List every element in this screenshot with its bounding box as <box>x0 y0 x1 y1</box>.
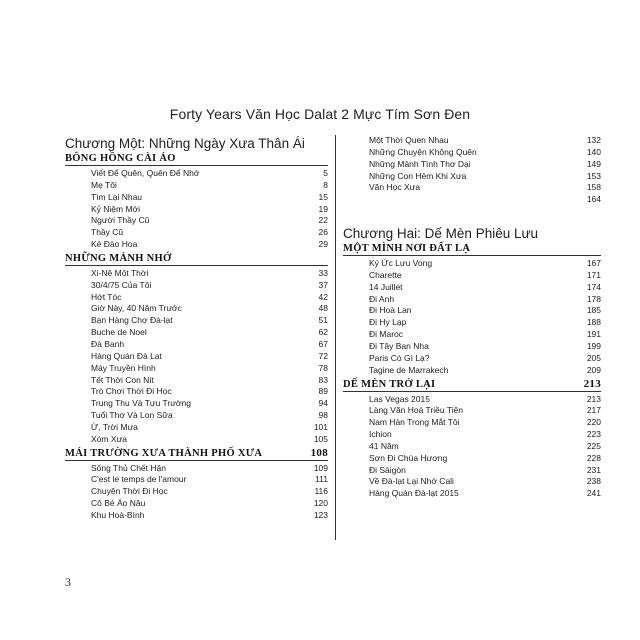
entry-title: Kẻ Đào Hoa <box>91 239 138 250</box>
entry-title: Những Mảnh Tình Thơ Dại <box>369 158 471 169</box>
entry-title: Sống Thủ Chết Hận <box>91 462 166 473</box>
toc-entry <box>65 204 328 216</box>
entry-title: Buche de Noel <box>91 327 147 338</box>
entry-page: 72 <box>318 350 328 361</box>
toc-entry <box>343 294 601 306</box>
entry-page: 94 <box>318 398 328 409</box>
entry-page: 67 <box>318 338 328 349</box>
entry-page: 33 <box>318 267 328 278</box>
section-page: 213 <box>583 377 601 390</box>
section-heading <box>65 447 328 461</box>
entry-title: Viết Để Quên, Quên Để Nhớ <box>91 168 200 178</box>
entry-page: 29 <box>318 239 328 250</box>
entry-title: Chuyện Thời Đi Học <box>91 486 168 497</box>
toc-entry <box>343 147 601 159</box>
entry-page: 22 <box>318 215 328 226</box>
entry-title: Tết Thời Con Nít <box>91 374 155 385</box>
toc-entry <box>343 171 601 183</box>
right-sections <box>343 242 601 500</box>
entry-page: 191 <box>586 329 601 340</box>
toc-entry <box>65 351 328 363</box>
toc-entry <box>343 394 601 406</box>
toc-entry <box>65 227 328 239</box>
entry-page: 78 <box>318 362 328 373</box>
entry-page: 217 <box>586 405 601 416</box>
toc-entry <box>343 453 601 465</box>
entry-page: 238 <box>586 476 601 487</box>
entry-page: 83 <box>318 374 328 385</box>
toc-entry <box>65 463 328 475</box>
entry-page: 89 <box>318 386 328 397</box>
toc-entry <box>343 429 601 441</box>
entry-page: 123 <box>313 509 328 520</box>
entry-title: 30/4/75 Của Tôi <box>91 279 152 290</box>
entry-page: 167 <box>586 258 601 269</box>
toc-left-column <box>65 135 328 523</box>
toc-entry <box>65 386 328 398</box>
entry-page: 98 <box>318 410 328 421</box>
entry-title: Mẹ Tôi <box>91 179 117 190</box>
entry-title: Giờ Này, 40 Năm Trước <box>91 303 182 314</box>
entry-title: Ừ, Trời Mưa <box>91 421 138 432</box>
entry-title: Hàng Quán Đà-lạt 2015 <box>369 488 459 499</box>
left-sections <box>65 152 328 522</box>
section-title: DẾ MÈN TRỞ LẠI <box>343 378 436 390</box>
column-divider <box>335 135 336 540</box>
book-title: Forty Years Văn Học Dalat 2 Mực Tím Sơn Đen <box>169 106 471 122</box>
toc-entry <box>65 474 328 486</box>
continued-entries <box>343 135 601 206</box>
entry-page: 42 <box>318 291 328 302</box>
entry-title: Hớt Tóc <box>91 291 122 302</box>
toc-entry <box>343 329 601 341</box>
toc-entry <box>343 488 601 500</box>
toc-entry <box>65 268 328 280</box>
entry-page: 241 <box>586 488 601 499</box>
toc-entry <box>65 486 328 498</box>
entry-page: 171 <box>586 269 601 280</box>
toc-entry <box>65 398 328 410</box>
entry-page: 120 <box>313 498 328 509</box>
section-title: MỘT MÌNH NƠI ĐẤT LẠ <box>343 243 471 255</box>
entry-title: C'est le temps de l'amour <box>91 474 187 485</box>
toc-entry <box>343 270 601 282</box>
entry-title: Ichion <box>369 429 392 440</box>
toc-entry <box>65 327 328 339</box>
section-heading <box>343 378 601 392</box>
toc-entry <box>343 465 601 477</box>
entry-title: Xi-Nê Một Thời <box>91 267 149 278</box>
section-entries <box>65 268 328 446</box>
section-entries <box>343 258 601 376</box>
entry-title: Văn Học Xưa <box>369 182 421 193</box>
section-page: 108 <box>310 446 328 459</box>
entry-page: 48 <box>318 303 328 314</box>
entry-title: Tagine de Marrakech <box>369 364 449 375</box>
toc-entry <box>343 317 601 329</box>
toc-entry <box>343 441 601 453</box>
entry-title: Trung Thu Và Tựu Trường <box>91 398 191 409</box>
toc-entry <box>343 417 601 429</box>
entry-page: 149 <box>586 158 601 169</box>
toc-entry <box>65 363 328 375</box>
entry-title: Đi Hoà Lan <box>369 305 412 316</box>
chapter-one-heading: Chương Một: Những Ngày Xưa Thân Ái <box>65 136 305 151</box>
toc-entry <box>65 192 328 204</box>
entry-page: 228 <box>586 452 601 463</box>
entry-title: Máy Truyền Hình <box>91 362 156 373</box>
entry-page: 132 <box>586 135 601 145</box>
entry-title: Bạn Hàng Chợ Đà-lạt <box>91 315 173 326</box>
entry-page: 153 <box>586 170 601 181</box>
entry-title: 14 Juillet <box>369 281 403 292</box>
entry-title: Nam Hàn Trong Mắt Tôi <box>369 417 460 428</box>
toc-entry <box>343 159 601 171</box>
section-heading <box>65 152 328 166</box>
section-title: BÔNG HỒNG CÀI ÁO <box>65 153 176 164</box>
section-heading <box>343 242 601 256</box>
entry-title: 41 Năm <box>369 440 399 451</box>
entry-page: 205 <box>586 352 601 363</box>
toc-entry <box>65 339 328 351</box>
entry-page: 19 <box>318 203 328 214</box>
toc-right-column <box>343 135 601 501</box>
entry-page: 225 <box>586 440 601 451</box>
entry-title: Những Con Hẻm Khi Xưa <box>369 170 467 181</box>
section-entries <box>65 168 328 251</box>
section-entries <box>65 463 328 522</box>
entry-title: Xóm Xưa <box>91 433 127 444</box>
entry-title: Người Thầy Cũ <box>91 215 150 226</box>
toc-entry <box>65 303 328 315</box>
toc-entry <box>343 258 601 270</box>
toc-entry <box>343 476 601 488</box>
entry-title: Tìm Lại Nhau <box>91 191 143 202</box>
entry-title: Về Đà-lạt Lại Nhớ Cali <box>369 476 454 487</box>
entry-title: Thầy Cũ <box>91 227 124 238</box>
entry-page: 213 <box>586 393 601 404</box>
entry-title: Những Chuyện Không Quên <box>369 146 477 157</box>
entry-title: Đi Tây Ban Nha <box>369 340 429 351</box>
entry-title: Cô Bé Áo Nâu <box>91 498 146 509</box>
toc-entry <box>65 239 328 251</box>
toc-entry <box>65 292 328 304</box>
toc-entry <box>65 215 328 227</box>
toc-entry <box>343 182 601 194</box>
entry-title: Trò Chơi Thời Đi Học <box>91 386 172 397</box>
entry-page: 140 <box>586 146 601 157</box>
entry-title: Làng Văn Hoá Triều Tiên <box>369 405 464 416</box>
toc-entry <box>65 434 328 446</box>
toc-entry <box>343 405 601 417</box>
entry-page: 51 <box>318 315 328 326</box>
entry-title: Tuổi Thơ Và Lon Sữa <box>91 410 173 421</box>
toc-entry <box>65 315 328 327</box>
toc-entry <box>343 135 601 147</box>
entry-title: Ký Ức Lưu Vong <box>369 258 433 269</box>
section-title: MÁI TRƯỜNG XƯA THÀNH PHỐ XƯA <box>65 447 263 459</box>
entry-title: Đi Anh <box>369 293 395 304</box>
section-heading <box>65 252 328 266</box>
toc-entry <box>343 305 601 317</box>
entry-page: 15 <box>318 191 328 202</box>
chapter-two-heading: Chương Hai: Dế Mèn Phiêu Lưu <box>343 226 539 242</box>
entry-page: 5 <box>323 168 328 178</box>
entry-title: Paris Có Gì Lạ? <box>369 352 430 363</box>
toc-entry <box>65 375 328 387</box>
entry-page: 178 <box>586 293 601 304</box>
entry-page: 164 <box>586 194 601 205</box>
entry-page: 158 <box>586 182 601 193</box>
entry-title: Đá Banh <box>91 338 125 349</box>
toc-entry <box>65 180 328 192</box>
entry-page: 231 <box>586 464 601 475</box>
toc-entry <box>65 410 328 422</box>
entry-page: 37 <box>318 279 328 290</box>
entry-title: Charette <box>369 269 402 280</box>
entry-title: Las Vegas 2015 <box>369 393 430 404</box>
toc-entry <box>343 365 601 377</box>
entry-page: 26 <box>318 227 328 238</box>
entry-page: 101 <box>313 421 328 432</box>
entry-title: Một Thời Quen Nhau <box>369 135 449 145</box>
entry-page: 220 <box>586 417 601 428</box>
entry-page: 109 <box>313 462 328 473</box>
toc-entry <box>343 353 601 365</box>
entry-page: 223 <box>586 429 601 440</box>
entry-page: 185 <box>586 305 601 316</box>
entry-title: Đi Maroc <box>369 329 404 340</box>
entry-title: Đi Sàigòn <box>369 464 406 475</box>
toc-entry <box>65 510 328 522</box>
entry-title: Đi Hy Lạp <box>369 317 407 328</box>
toc-entry <box>343 341 601 353</box>
entry-title: Kỷ Niệm Mới <box>91 203 141 214</box>
entry-title: Hàng Quán Đà Lạt <box>91 350 162 361</box>
toc-entry <box>65 498 328 510</box>
entry-page: 62 <box>318 327 328 338</box>
section-entries <box>343 394 601 501</box>
entry-page: 8 <box>323 179 328 190</box>
entry-page: 174 <box>586 281 601 292</box>
entry-title: Khu Hoà-Bình <box>91 509 145 520</box>
entry-page: 209 <box>586 364 601 375</box>
page-number: 3 <box>65 575 71 589</box>
section-title: NHỮNG MẢNH NHỚ <box>65 252 172 264</box>
entry-page: 105 <box>313 433 328 444</box>
entry-page: 111 <box>315 474 328 485</box>
entry-page: 199 <box>586 340 601 351</box>
toc-entry <box>343 194 601 206</box>
entry-title: Sơn Đi Chùa Hương <box>369 452 448 463</box>
toc-entry <box>65 168 328 180</box>
entry-page: 116 <box>314 486 328 497</box>
entry-page: 188 <box>586 317 601 328</box>
toc-entry <box>65 422 328 434</box>
toc-entry <box>65 280 328 292</box>
toc-entry <box>343 282 601 294</box>
